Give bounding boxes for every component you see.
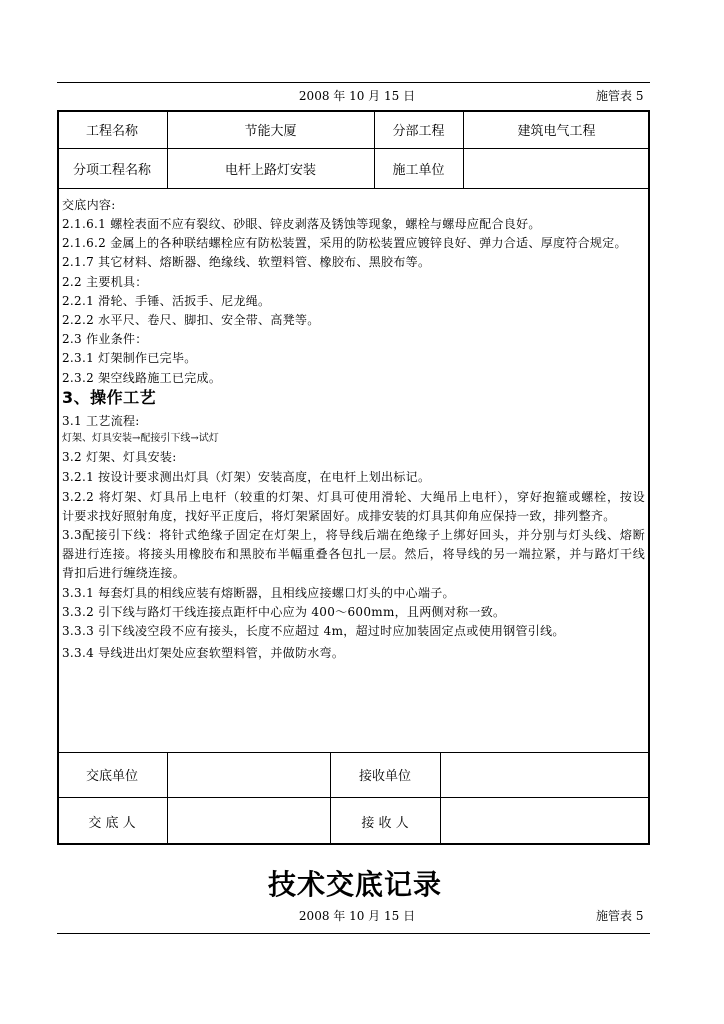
content-line: 2.3.2 架空线路施工已完成。	[62, 371, 222, 385]
project-name-label: 工程名称	[85, 123, 138, 139]
content-line: 3.3.4 导线进出灯架处应套软塑料管，并做防水弯。	[62, 646, 345, 660]
content-line: 3.3.2 引下线与路灯干线连接点距杆中心应为 400～600mm，且两侧对称一致。	[62, 605, 506, 619]
content-label: 交底内容:	[62, 198, 116, 212]
subitem-value: 电杆上路灯安装	[224, 162, 316, 178]
content-line: 2.2.1 滑轮、手锤、活扳手、尼龙绳。	[62, 294, 271, 308]
content-line: 3.3.1 每套灯具的相线应装有熔断器，且相线应接螺口灯头的中心端子。	[62, 586, 455, 600]
content-line: 3.3.3 引下线凌空段不应有接头，长度不应超过 4m，超过时应加装固定点或使用钢管引线。	[62, 624, 565, 638]
footer-rule	[57, 933, 650, 934]
handover-person-value	[167, 797, 330, 845]
handover-unit-label: 交底单位	[85, 769, 138, 784]
header-date: 2008 年 10 月 15 日	[298, 89, 416, 103]
content-line: 3.2.1 按设计要求测出灯具（灯架）安装高度，在电杆上划出标记。	[62, 470, 431, 484]
process-flow-line: 灯架、灯具安装→配接引下线→试灯	[62, 433, 219, 444]
content-line: 3.1 工艺流程:	[62, 414, 140, 428]
receiver-label: 接 收 人	[361, 815, 409, 831]
division-value: 建筑电气工程	[517, 123, 596, 139]
content-line: 3.2.2 将灯架、灯具吊上电杆（较重的灯架、灯具可使用滑轮、大绳吊上电杆），穿好抱箍或螺栓，按设	[62, 490, 645, 504]
content-line: 2.3 作业条件：	[62, 332, 148, 346]
content-line: 计要求找好照射角度，找好平正度后，将灯架紧固好。成排安装的灯具其仰角应保持一致，排列整齐。	[62, 509, 616, 523]
section-heading: 3、操作工艺	[62, 388, 157, 407]
content-line: 3.2 灯架、灯具安装:	[62, 450, 177, 464]
receiver-value	[440, 797, 650, 845]
header-form-number: 施管表 5	[596, 89, 644, 103]
content-line: 器进行连接。将接头用橡胶布和黑胶布半幅重叠各包扎一层。然后，将导线的另一端拉紧，并与路灯干线	[62, 547, 645, 561]
content-line: 2.1.6.2 金属上的各种联结螺栓应有防松装置，采用的防松装置应镀锌良好、弹力合适、厚度符合规定。	[62, 236, 627, 250]
content-line: 2.2 主要机具：	[62, 275, 148, 289]
header-rule	[57, 82, 650, 83]
subitem-label: 分项工程名称	[72, 162, 151, 178]
content-line: 2.1.6.1 螺栓表面不应有裂纹、砂眼、锌皮剥落及锈蚀等现象，螺栓与螺母应配合良好。	[62, 217, 541, 231]
footer-date: 2008 年 10 月 15 日	[298, 909, 416, 923]
project-name-value: 节能大厦	[244, 123, 297, 139]
content-line: 3.3配接引下线：将针式绝缘子固定在灯架上，将导线后端在绝缘子上绑好回头，并分别与灯头线、熔断	[62, 528, 645, 542]
content-line: 背扣后进行缠绕连接。	[62, 566, 186, 580]
handover-person-label: 交 底 人	[88, 815, 136, 831]
content-line: 2.2.2 水平尺、卷尺、脚扣、安全带、高凳等。	[62, 313, 320, 327]
document-title: 技术交底记录	[267, 868, 442, 901]
table-rule	[57, 188, 650, 189]
contractor-label: 施工单位	[392, 162, 445, 178]
contractor-value	[463, 148, 650, 188]
receiving-unit-value	[440, 752, 650, 797]
footer-form-number: 施管表 5	[596, 909, 644, 923]
handover-unit-value	[167, 752, 330, 797]
receiving-unit-label: 接收单位	[358, 769, 411, 784]
division-label: 分部工程	[392, 123, 445, 139]
content-line: 2.1.7 其它材料、熔断器、绝缘线、软塑料管、橡胶布、黑胶布等。	[62, 255, 431, 269]
content-line: 2.3.1 灯架制作已完毕。	[62, 351, 197, 365]
